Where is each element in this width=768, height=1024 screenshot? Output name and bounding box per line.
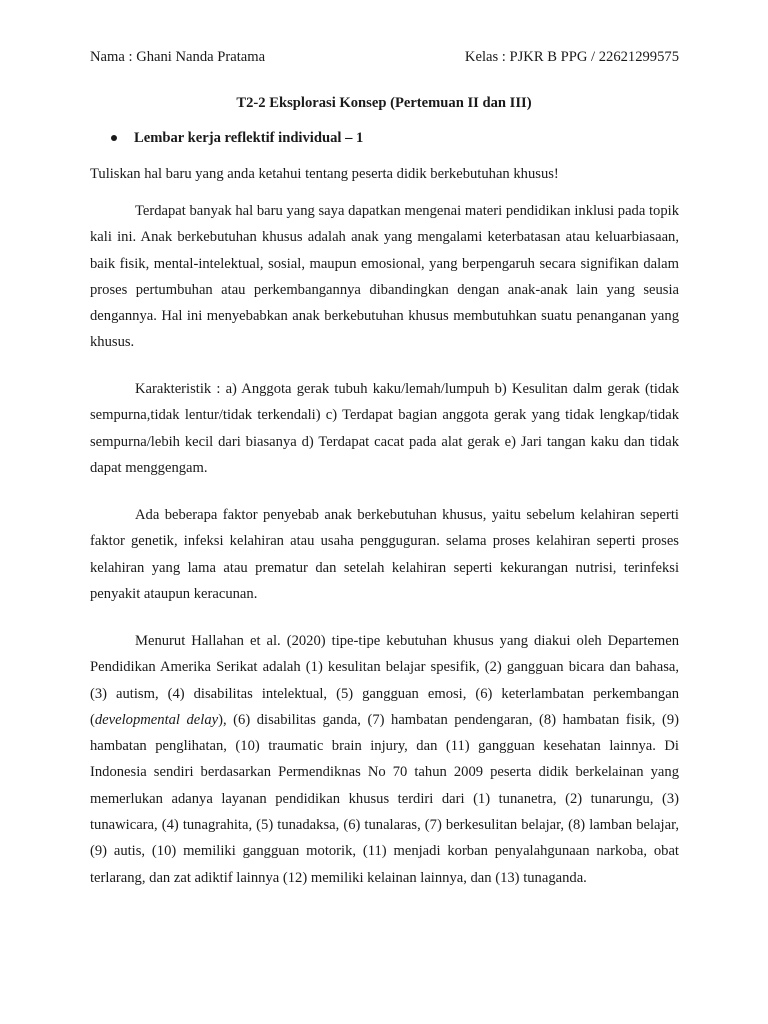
student-class: Kelas : PJKR B PPG / 22621299575	[464, 49, 679, 65]
document-title: T2-2 Eksplorasi Konsep (Pertemuan II dan III)	[236, 95, 532, 111]
paragraph-types-part-b: ), (6) disabilitas ganda, (7) hambatan pendengaran, (8) hambatan fisik, (9) hambatan penglihatan, (10) traumatic brain injury, dan (11) gangguan kesehatan lainnya. Di Indonesia sendiri berdasarkan Permendiknas No 70 tahun 2009 peserta didik berkelainan yang memerlukan adanya layanan pendidikan khusus terdiri dari (1) tunanetra, (2) tunarungu, (3) tunawicara, (4) tunagrahita, (5) tunadaksa, (6) tunalaras, (7) berkesulitan belajar, (8) lamban belajar, (9) autis, (10) memiliki gangguan motorik, (11) menjadi korban penyalahgunaan narkoba, obat terlarang, dan zat adiktif lainnya (12) memiliki kelainan lainnya, dan (13) tunaganda.	[90, 711, 680, 886]
question-text: Tuliskan hal baru yang anda ketahui tentang peserta didik berkebutuhan khusus!	[90, 166, 559, 182]
bullet-icon	[111, 135, 117, 141]
paragraph-definition: Terdapat banyak hal baru yang saya dapatkan mengenai materi pendidikan inklusi pada topik kali ini. Anak berkebutuhan khusus adalah anak yang mengalami keterbatasan atau keluarbiasaan, baik fisik, mental-intelektual, sosial, maupun emosional, yang berpengaruh secara signifikan dalam proses pertumbuhan atau perkembangannya dibandingkan dengan anak-anak lain yang seusia dengannya. Hal ini menyebabkan anak berkebutuhan khusus membutuhkan suatu penanganan yang khusus.	[90, 203, 679, 351]
paragraph-types-part-a: Menurut Hallahan et al. (2020) tipe-tipe kebutuhan khusus yang diakui oleh Departemen Pendidikan Amerika Serikat adalah (1) kesulitan belajar spesifik, (2) gangguan bicara dan bahasa, (3) autism, (4) disabilitas intelektual, (5) gangguan emosi, (6) keterlambatan perkembangan (	[90, 633, 679, 728]
student-name: Nama : Ghani Nanda Pratama	[90, 49, 266, 65]
paragraph-types	[90, 628, 679, 891]
bullet-label: Lembar kerja reflektif individual – 1	[134, 130, 364, 146]
paragraph-types-emphasis: developmental delay	[94, 711, 219, 728]
document-header	[90, 47, 679, 67]
paragraph-characteristics: Karakteristik : a) Anggota gerak tubuh kaku/lemah/lumpuh b) Kesulitan dalm gerak (tidak sempurna,tidak lentur/tidak terkendali) c) Terdapat bagian anggota gerak yang tidak lengkap/tidak sempurna/lebih kecil dari biasanya d) Terdapat cacat pada alat gerak e) Jari tangan kaku dan tidak dapat menggengam.	[90, 381, 679, 476]
bullet-item	[111, 128, 363, 148]
paragraph-causes: Ada beberapa faktor penyebab anak berkebutuhan khusus, yaitu sebelum kelahiran seperti faktor genetik, infeksi kelahiran atau usaha pengguguran. selama proses kelahiran seperti proses kelahiran yang lama atau prematur dan setelah kelahiran seperti kekurangan nutrisi, terinfeksi penyakit ataupun keracunan.	[90, 507, 679, 602]
